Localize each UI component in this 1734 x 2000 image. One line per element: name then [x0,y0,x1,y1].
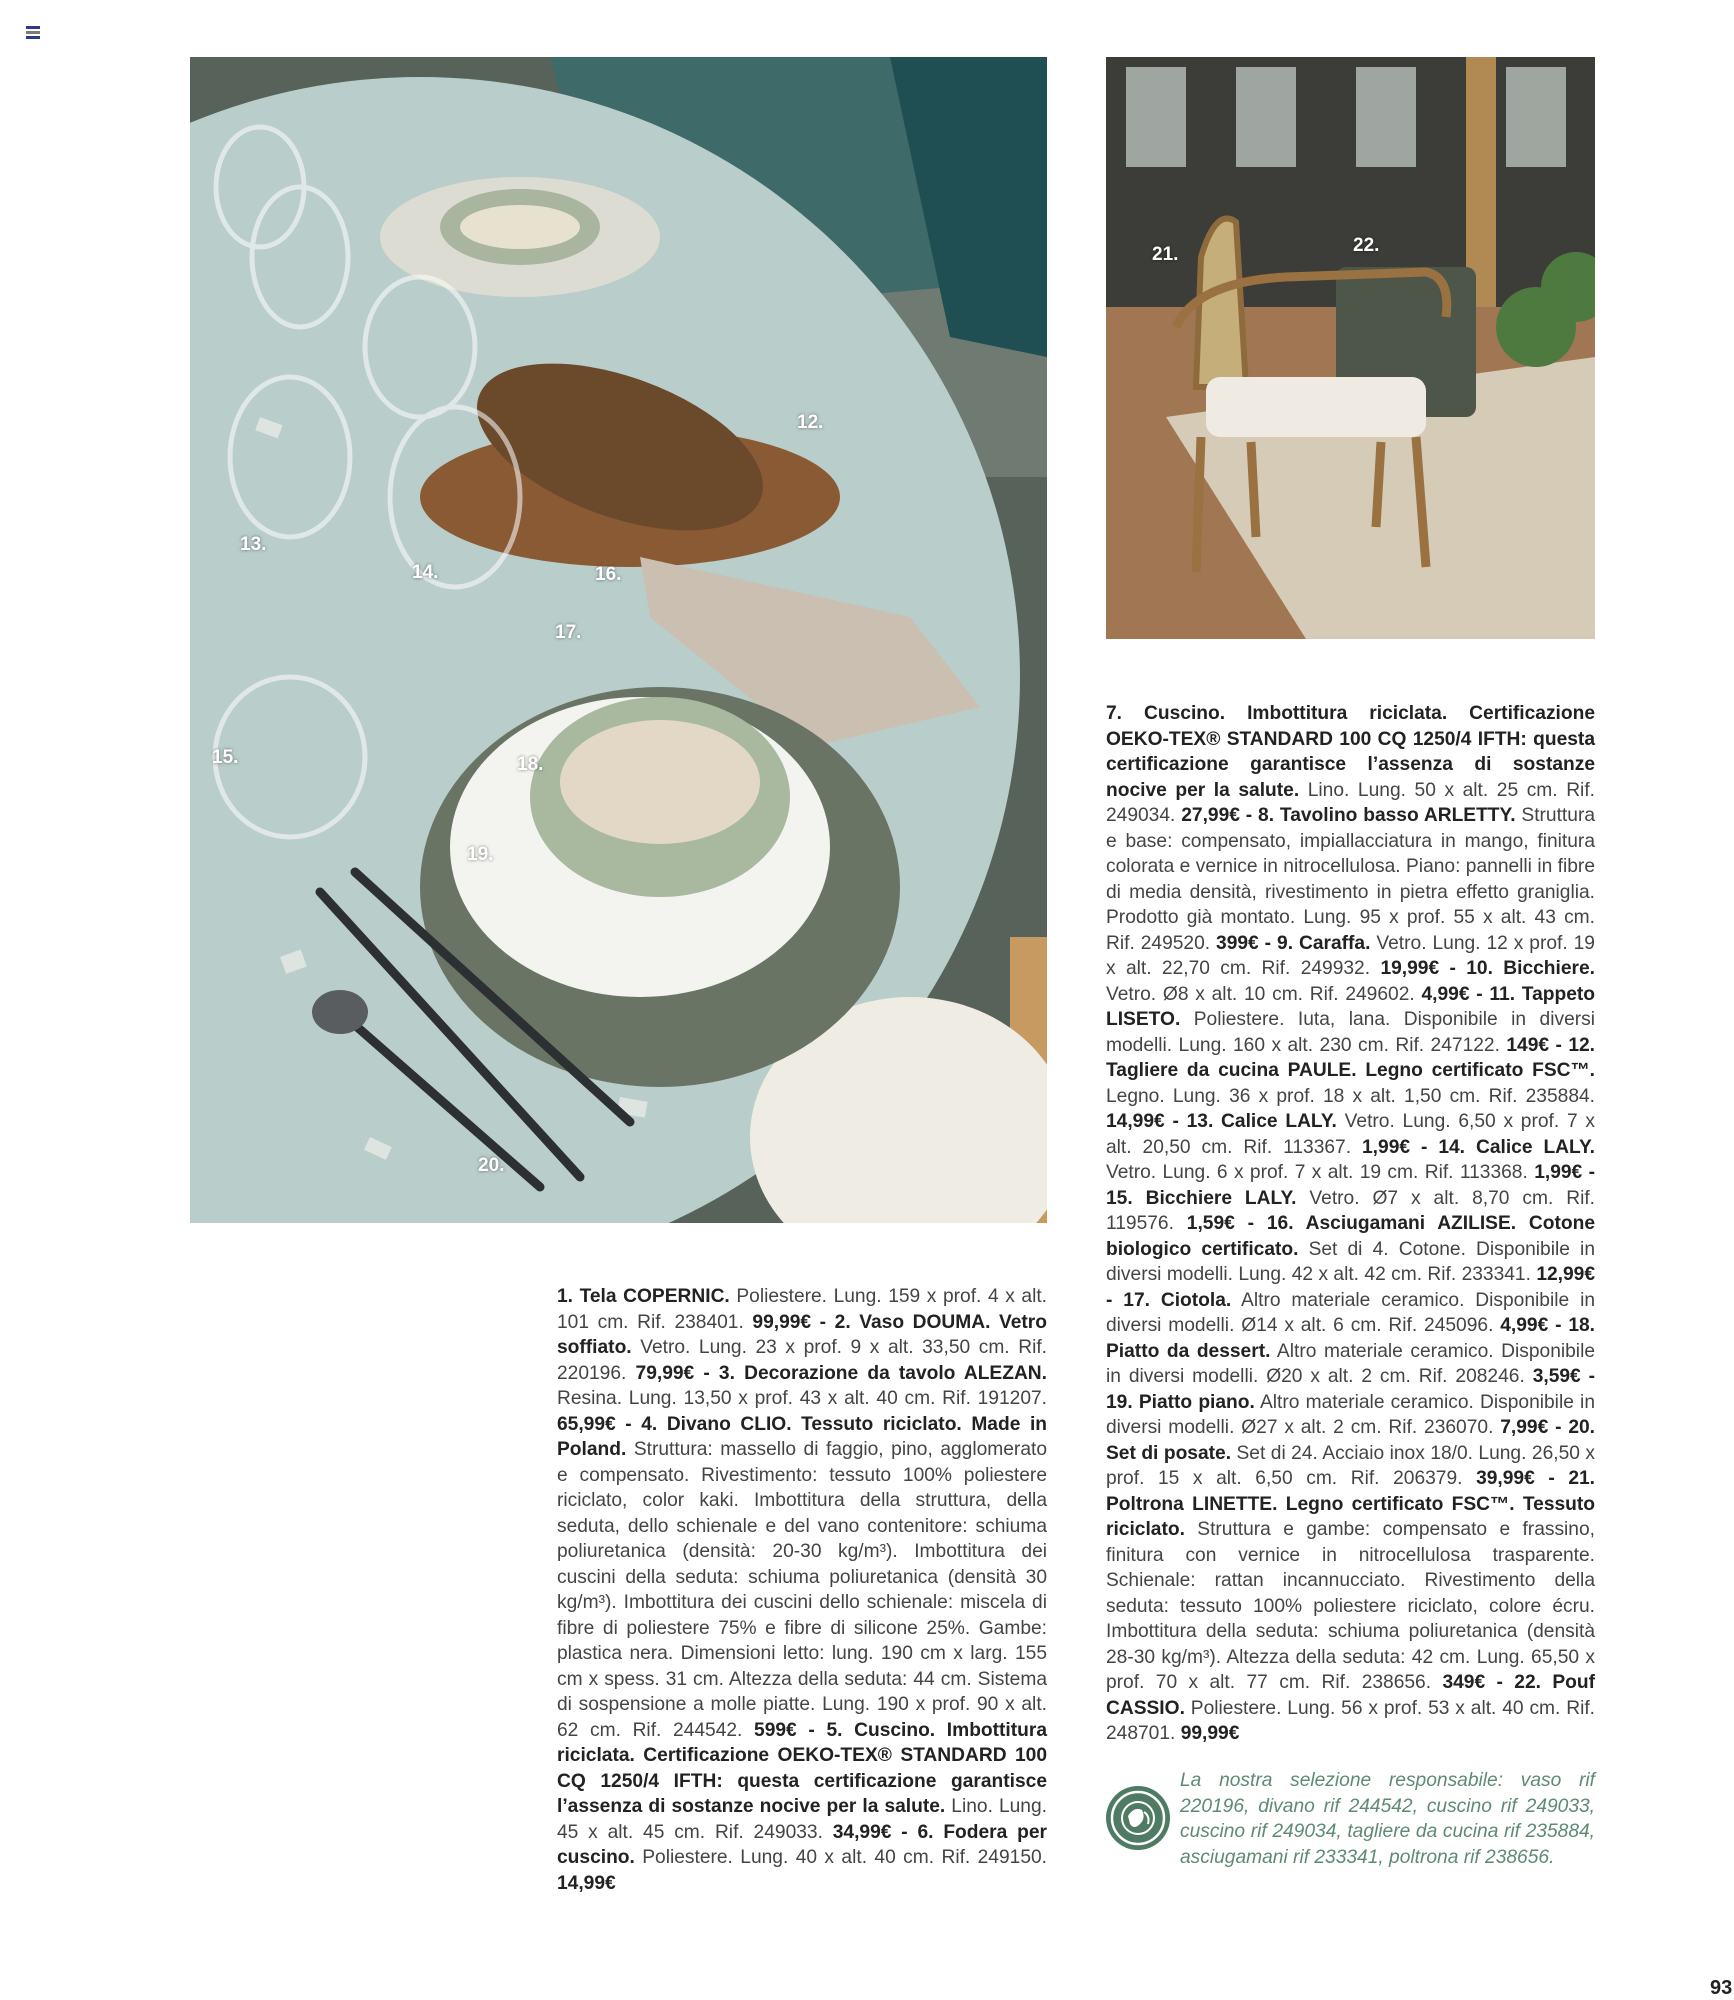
product-heading: 3,59€ - 19. Piatto piano. [1106,1366,1595,1413]
product-heading: 7,99€ - 20. Set di posate. [1106,1417,1595,1464]
page-number: 93 [1710,1977,1733,1999]
item-number-label: 15. [212,747,239,768]
product-heading: 65,99€ - 4. Divano CLIO. Tessuto riciclato. Made in Poland. [557,1413,1047,1460]
table-photo-illustration [190,57,1047,1223]
globe-leaf-icon [1106,1786,1170,1850]
product-heading: 599€ - 5. Cuscino. Imbottitura riciclata. Certificazione OEKO-TEX® STANDARD 100 CQ 1250/4 IFTH: questa certificazione garantisce l’assenza di sostanze nocive per la salute. [557,1719,1047,1817]
product-details: Legno. Lung. 36 x prof. 18 x alt. 1,50 cm. Rif. 235884. [1106,1085,1595,1107]
product-heading: 79,99€ - 3. Decorazione da tavolo ALEZAN. [635,1362,1047,1384]
product-heading: 149€ - 12. Tagliere da cucina PAULE. Legno certificato FSC™. [1106,1034,1595,1081]
item-number-label: 13. [240,534,267,555]
table-setting-photo [190,57,1047,1223]
product-details: Altro materiale ceramico. Disponibile in diversi modelli. Ø27 x alt. 2 cm. Rif. 236070. [1106,1391,1595,1438]
product-details: Lino. Lung. 45 x alt. 45 cm. Rif. 249033. [557,1796,1047,1843]
product-details: Resina. Lung. 13,50 x prof. 43 x alt. 40 cm. Rif. 191207. [557,1388,1047,1409]
product-details: Struttura: massello di faggio, pino, agglomerato e compensato. Rivestimento: tessuto 100% poliestere riciclato, color kaki. Imbottitura della struttura, della seduta, dello schienale e del vano contenitore: schiuma poliuretanica (densità: 20-30 kg/m³). Imbottitura dei cuscini della seduta: schiuma poliuretanica (densità 30 kg/m³). Imbottitura dei cuscini dello schienale: miscela di fibre di poliestere 75% e fibre di silicone 25%. Gambe: plastica nera. Dimensioni letto: lung. 190 cm x larg. 155 cm x spess. 31 cm. Altezza della seduta: 44 cm. Sistema di sospensione a molle piatte. Lung. 190 x prof. 90 x alt. 62 cm. Rif. 244542. [557,1439,1047,1741]
product-details: Poliestere. Iuta, lana. Disponibile in diversi modelli. Lung. 160 x alt. 230 cm. Rif. 247122. [1106,1009,1595,1056]
product-details: Vetro. Lung. 6 x prof. 7 x alt. 19 cm. Rif. 113368. [1106,1162,1535,1183]
item-number-label: 16. [595,564,622,585]
product-heading: 399€ - 9. Caraffa. [1216,932,1371,954]
item-number-label: 14. [412,562,439,583]
product-heading: 99,99€ - 2. Vaso DOUMA. Vetro soffiato. [557,1311,1047,1358]
armchair-photo-illustration [1106,57,1595,639]
product-details: Struttura e base: compensato, impiallacciatura in mango, finitura colorata e vernice in nitrocellulosa. Piano: pannelli in fibre di media densità, rivestimento in pietra effetto graniglia. Prodotto già montato. Lung. 95 x prof. 55 x alt. 43 cm. Rif. 249520. [1106,805,1595,954]
product-details: Poliestere. Lung. 159 x prof. 4 x alt. 101 cm. Rif. 238401. [557,1286,1047,1333]
product-details: Altro materiale ceramico. Disponibile in diversi modelli. Ø20 x alt. 2 cm. Rif. 208246. [1106,1340,1596,1387]
product-heading: 19,99€ - 10. Bicchiere. [1380,958,1595,979]
item-number-label: 19. [467,844,494,865]
product-details: Vetro. Ø7 x alt. 8,70 cm. Rif. 119576. [1106,1187,1595,1234]
menu-icon[interactable] [26,26,40,41]
product-details: Vetro. Ø8 x alt. 10 cm. Rif. 249602. [1106,983,1422,1005]
armchair-photo [1106,57,1595,639]
product-heading: 4,99€ - 18. Piatto da dessert. [1106,1315,1595,1362]
item-number-label: 17. [555,622,582,643]
product-details: Vetro. Lung. 6,50 x prof. 7 x alt. 20,50 cm. Rif. 113367. [1106,1111,1595,1158]
product-price: 99,99€ [1180,1723,1240,1744]
item-number-label: 12. [797,412,824,433]
product-details: Struttura e gambe: compensato e frassino, finitura con vernice in nitrocellulosa trasparente. Schienale: rattan incannucciato. Rivestimento della seduta: tessuto 100% poliestere riciclato, colore écru. Imbottitura della seduta: schiuma poliuretanica (densità 28-30 kg/m³). Altezza della seduta: 42 cm. Lung. 65,50 x prof. 70 x alt. 77 cm. Rif. 238656. [1106,1519,1595,1693]
product-heading: 4,99€ - 11. Tappeto LISETO. [1106,983,1595,1030]
item-number-label: 21. [1152,244,1179,265]
product-heading: 34,99€ - 6. Fodera per cuscino. [557,1821,1047,1868]
item-number-label: 22. [1353,235,1380,256]
product-heading: 1,99€ - 14. Calice LALY. [1362,1136,1595,1158]
product-heading: 27,99€ - 8. Tavolino basso ARLETTY. [1181,805,1516,826]
product-details: Vetro. Lung. 23 x prof. 9 x alt. 33,50 cm. Rif. 220196. [557,1337,1047,1384]
product-price: 14,99€ [557,1872,616,1894]
product-heading: 39,99€ - 21. Poltrona LINETTE. Legno certificato FSC™. Tessuto riciclato. [1106,1468,1595,1540]
product-details: Poliestere. Lung. 56 x prof. 53 x alt. 40 cm. Rif. 248701. [1106,1697,1595,1744]
product-description-right [1106,701,1595,1747]
product-details: Poliestere. Lung. 40 x alt. 40 cm. Rif. 249150. [634,1847,1047,1868]
product-heading: 7. Cuscino. Imbottitura riciclata. Certificazione OEKO-TEX® STANDARD 100 CQ 1250/4 IFTH: questa certificazione garantisce l’assenza di sostanze nocive per la salute. [1106,703,1595,801]
product-details: Lino. Lung. 50 x alt. 25 cm. Rif. 249034. [1106,779,1595,826]
product-heading: 1,59€ - 16. Asciugamani AZILISE. Cotone biologico certificato. [1106,1213,1596,1260]
item-number-label: 18. [517,754,544,775]
product-heading: 349€ - 22. Pouf CASSIO. [1106,1672,1596,1719]
product-details: Set di 4. Cotone. Disponibile in diversi modelli. Lung. 42 x alt. 42 cm. Rif. 233341. [1106,1238,1595,1285]
product-details: Altro materiale ceramico. Disponibile in diversi modelli. Ø14 x alt. 6 cm. Rif. 245096. [1106,1289,1595,1336]
product-details: Vetro. Lung. 12 x prof. 19 x alt. 22,70 cm. Rif. 249932. [1106,932,1595,979]
product-heading: 14,99€ - 13. Calice LALY. [1106,1111,1337,1132]
responsible-selection-note [1106,1768,1595,1868]
product-heading: 12,99€ - 17. Ciotola. [1106,1264,1595,1311]
product-description-left [557,1284,1047,1896]
product-details: Set di 24. Acciaio inox 18/0. Lung. 26,50 x prof. 15 x alt. 6,50 cm. Rif. 206379. [1106,1442,1595,1489]
responsible-selection-text: La nostra selezione responsabile: vaso rif 220196, divano rif 244542, cuscino rif 249033, cuscino rif 249034, tagliere da cucina rif 235884, asciugamani rif 233341, poltrona rif 238656. [1180,1770,1595,1868]
item-number-label: 20. [478,1155,505,1176]
product-heading: 1,99€ - 15. Bicchiere LALY. [1106,1162,1595,1209]
product-heading: 1. Tela COPERNIC. [557,1286,730,1307]
